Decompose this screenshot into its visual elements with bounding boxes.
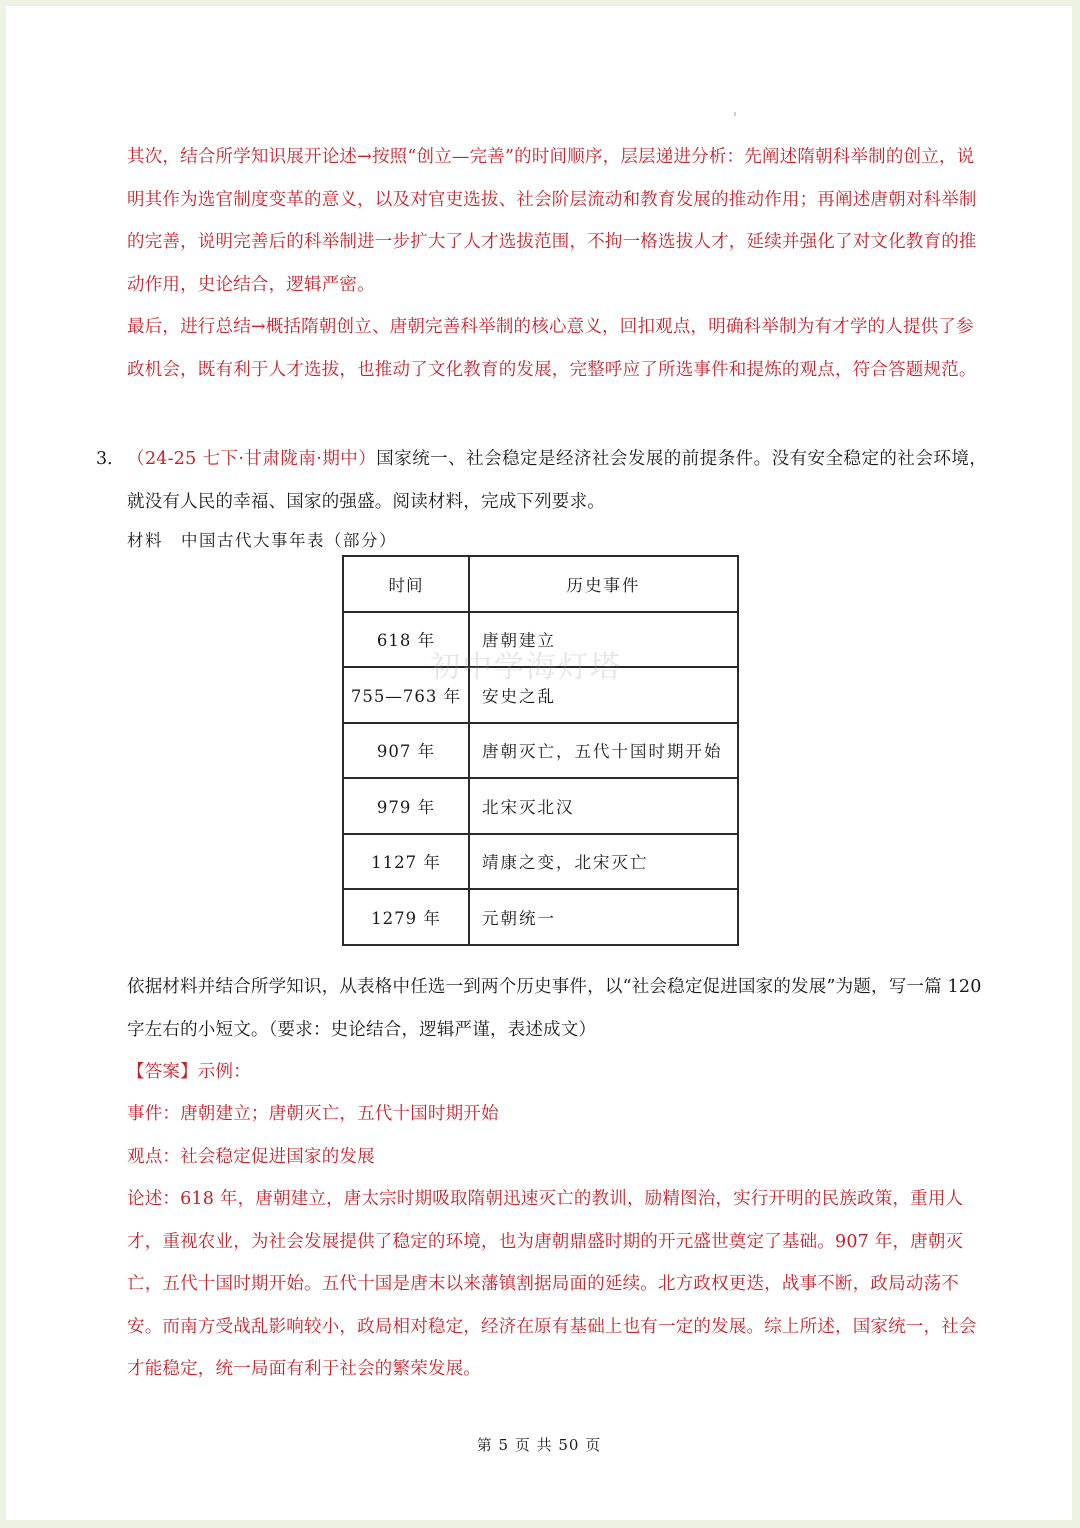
question-stem	[127, 438, 987, 523]
answer-paragraph-2: 其次，结合所学知识展开论述→按照“创立—完善”的时间顺序，层层递进分析：先阐述隋朝科举制的创立，说明其作为选官制度变革的意义，以及对官吏选拔、社会阶层流动和教育发展的推动作用；再阐述唐朝对科举制的完善，说明完善后的科举制进一步扩大了人才选拔范围，不拘一格选拔人才，延续并强化了对文化教育的推动作用，史论结合，逻辑严密。	[127, 147, 977, 295]
row-time: 1127 年	[343, 834, 469, 890]
answer-label: 【答案】示例：	[127, 1062, 251, 1082]
question-number: 3．	[96, 449, 125, 469]
row-event: 安史之乱	[469, 667, 738, 723]
document-page	[6, 6, 1072, 1520]
stray-mark	[734, 112, 736, 116]
header-event: 历史事件	[469, 556, 738, 612]
table-header-row	[343, 556, 738, 612]
row-event: 靖康之变，北宋灭亡	[469, 834, 738, 890]
row-event: 北宋灭北汉	[469, 778, 738, 834]
answer-viewpoint: 观点：社会稳定促进国家的发展	[127, 1147, 375, 1167]
table-row	[343, 723, 738, 779]
table-row	[343, 667, 738, 723]
answer-events: 事件：唐朝建立；唐朝灭亡，五代十国时期开始	[127, 1104, 499, 1124]
row-time: 979 年	[343, 778, 469, 834]
watermark: 初中学海灯塔	[430, 650, 622, 685]
row-time: 907 年	[343, 723, 469, 779]
row-event: 元朝统一	[469, 889, 738, 945]
answer-paragraph-3: 最后，进行总结→概括隋朝创立、唐朝完善科举制的核心意义，回扣观点，明确科举制为有才学的人提供了参政机会，既有利于人才选拔，也推动了文化教育的发展，完整呼应了所选事件和提炼的观点，符合答题规范。	[127, 317, 977, 380]
table-row	[343, 889, 738, 945]
row-time: 755—763 年	[343, 667, 469, 723]
table-row	[343, 834, 738, 890]
question-source: （24-25 七下·甘肃陇南·期中）	[127, 449, 377, 469]
question-stem-text: 国家统一、社会稳定是经济社会发展的前提条件。没有安全稳定的社会环境，就没有人民的幸福、国家的强盛。阅读材料，完成下列要求。	[127, 449, 987, 512]
page-footer: 第 5 页 共 50 页	[476, 1436, 602, 1454]
chronology-table	[342, 555, 739, 946]
row-time: 1279 年	[343, 889, 469, 945]
header-time: 时间	[343, 556, 469, 612]
answer-argument: 论述：618 年，唐朝建立，唐太宗时期吸取隋朝迅速灭亡的教训，励精图治，实行开明的民族政策，重用人才，重视农业，为社会发展提供了稳定的环境，也为唐朝鼎盛时期的开元盛世奠定了基础。907 年，唐朝灭亡，五代十国时期开始。五代十国是唐末以来藩镇割据局面的延续。北方政权更迭，战事不断，政局动荡不安。而南方受战乱影响较小，政局相对稳定，经济在原有基础上也有一定的发展。综上所述，国家统一，社会才能稳定，统一局面有利于社会的繁荣发展。	[127, 1189, 977, 1379]
question-requirement: 依据材料并结合所学知识，从表格中任选一到两个历史事件，以“社会稳定促进国家的发展”为题，写一篇 120 字左右的小短文。（要求：史论结合，逻辑严谨，表述成文）	[127, 977, 982, 1040]
material-caption: 材料 中国古代大事年表（部分）	[127, 531, 397, 550]
table-row	[343, 778, 738, 834]
table-row	[343, 612, 738, 668]
row-event: 唐朝灭亡，五代十国时期开始	[469, 723, 738, 779]
row-event: 唐朝建立	[469, 612, 738, 668]
row-time: 618 年	[343, 612, 469, 668]
